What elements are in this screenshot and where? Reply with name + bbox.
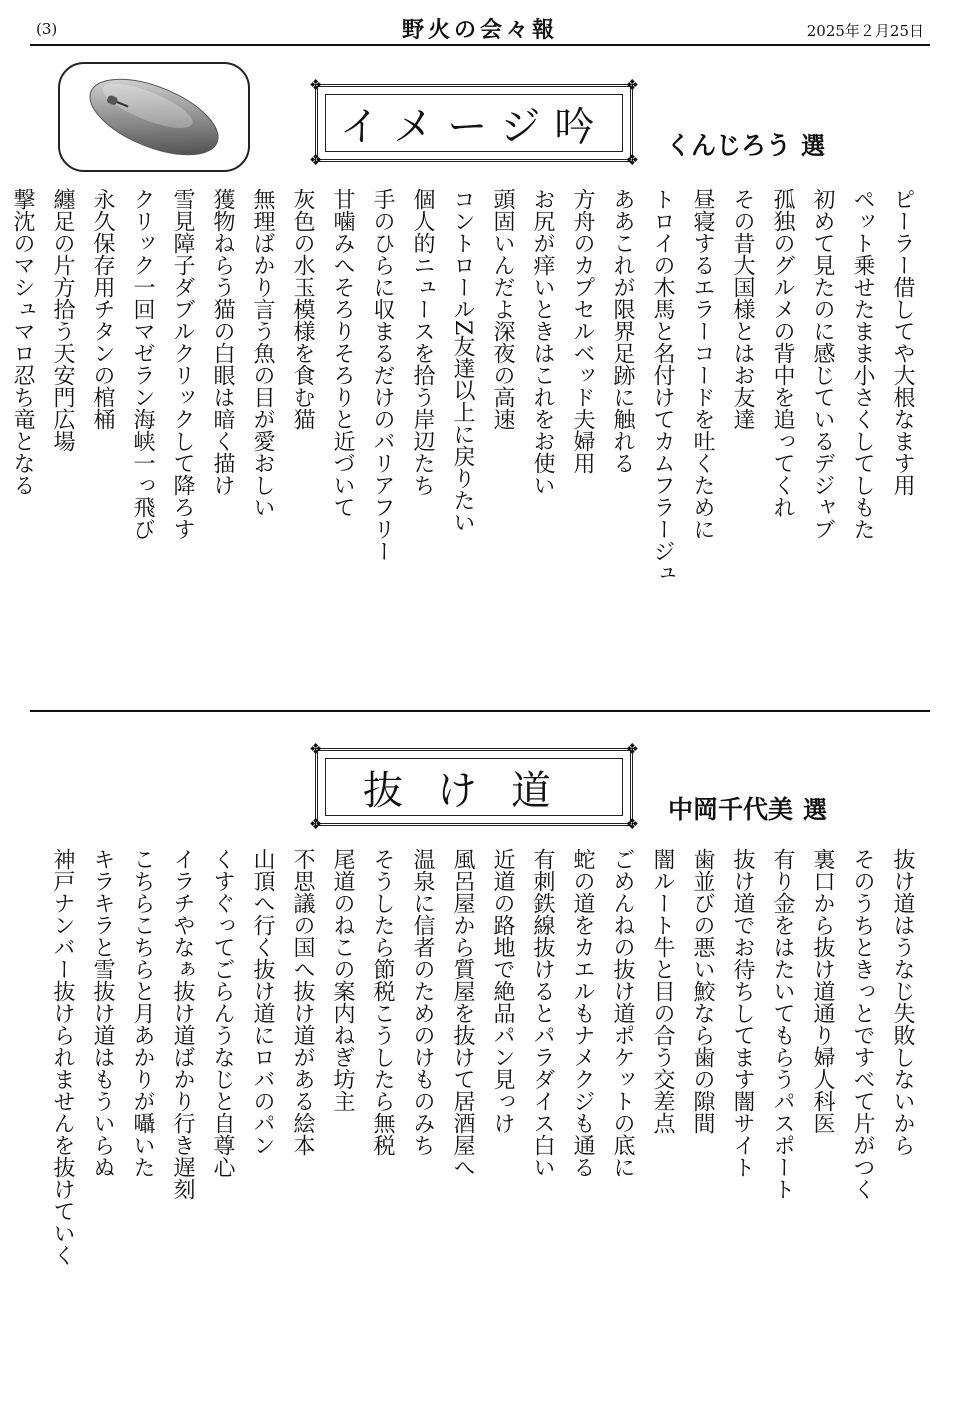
poem-text: 抜け道でお待ちしてます闇サイト [730,848,755,1178]
poem-text: お尻が痒いときはこれをお使い [530,188,555,496]
poem-entry [642,848,682,1368]
poem-entry [322,848,362,1368]
poem-text: 闇ルート牛と目の合う交差点 [650,848,675,1134]
poem-text: 手のひらに収まるだけのバリアフリー [370,188,395,562]
poem-entry [202,848,242,1368]
poem-text: 山頂へ行く抜け道にロバのパン [250,848,275,1156]
poem-text: 歯並びの悪い鮫なら歯の隙間 [690,848,715,1134]
page-header [0,0,960,46]
poem-entry [82,188,122,700]
section-title-frame [309,76,639,169]
poem-text: キラキラと雪抜け道はもういらぬ [90,848,115,1178]
ornament-icon: ❖ [309,740,323,758]
section-divider [30,710,930,712]
poem-entry [362,188,402,700]
poem-entry [402,848,442,1368]
poem-entry [682,188,722,700]
ornament-icon: ❖ [309,815,323,833]
poem-entry [402,188,442,700]
computer-mouse-icon [60,64,248,170]
poem-text: 灰色の水玉模様を食む猫 [290,188,315,430]
newsletter-name: 野火の会々報 [401,17,558,43]
section-title: 抜け道 [363,767,585,814]
poem-text: 風呂屋から質屋を抜けて居酒屋へ [450,848,475,1178]
poem-text: クリック一回マゼラン海峡一っ飛び [130,188,155,540]
poem-entry [322,188,362,700]
poem-text: 近道の路地で絶品パン見っけ [490,848,515,1134]
poem-entry [882,848,922,1368]
poem-entry [442,848,482,1368]
poem-text: 不思議の国へ抜け道がある絵本 [290,848,315,1156]
ornament-icon: ❖ [625,815,639,833]
selector-credit [666,126,825,162]
poem-text: コントロールZ友達以上に戻りたい [450,188,475,534]
poem-entry [2,188,42,700]
poem-text: 有刺鉄線抜けるとパラダイス白い [530,848,555,1178]
ornament-icon: ❖ [309,76,323,94]
poem-list [0,188,922,700]
poem-entry [122,188,162,700]
poem-entry [562,188,602,700]
poem-text: 有り金をはたいてもらうパスポート [770,848,795,1200]
poem-entry [362,848,402,1368]
poem-text: 初めて見たのに感じているデジャブ [810,188,835,540]
poem-text: 方舟のカプセルベッド夫婦用 [570,188,595,474]
section-title: イメージ吟 [339,103,609,150]
poem-text: 獲物ねらう猫の白眼は暗く描け [210,188,235,496]
selector-suffix: 選 [801,131,826,160]
poem-entry [42,848,82,1368]
poem-entry [762,848,802,1368]
selector-credit [668,790,827,826]
poem-entry [162,188,202,700]
poem-text: ああこれが限界足跡に触れる [610,188,635,474]
poem-text: 裏口から抜け道通り婦人科医 [810,848,835,1134]
poem-entry [842,188,882,700]
poem-entry [42,188,82,700]
poem-entry [482,848,522,1368]
poem-text: 抜け道はうなじ失敗しないから [890,848,915,1156]
poem-text: 撃沈のマシュマロ忍ち竜となる [10,188,35,496]
poem-entry [522,848,562,1368]
ornament-icon: ❖ [309,151,323,169]
ornament-icon: ❖ [625,151,639,169]
poem-text: 神戸ナンバー抜けられませんを抜けていく [50,848,75,1266]
poem-entry [202,188,242,700]
poem-entry [722,188,762,700]
poem-text: 永久保存用チタンの棺桶 [90,188,115,430]
poem-entry [602,188,642,700]
poem-text: 温泉に信者のためのけものみち [410,848,435,1156]
poem-entry [282,188,322,700]
poem-entry [442,188,482,700]
poem-entry [162,848,202,1368]
poem-entry [722,848,762,1368]
poem-entry [762,188,802,700]
poem-text: トロイの木馬と名付けてカムフラージュ [650,188,675,584]
poem-text: 雪見障子ダブルクリックして降ろす [170,188,195,540]
poem-entry [882,188,922,700]
poem-text: 蛇の道をカエルもナメクジも通る [570,848,595,1178]
poem-entry [602,848,642,1368]
page-number: (3) [36,20,58,38]
poem-text: 甘噛みへそろりそろりと近づいて [330,188,355,518]
computer-mouse-image [58,62,250,172]
poem-entry [242,848,282,1368]
header-divider [30,44,930,46]
poem-text: そうしたら節税こうしたら無税 [370,848,395,1156]
selector-name: くんじろう [666,131,792,160]
poem-text: 纏足の片方拾う天安門広場 [50,188,75,452]
selector-name: 中岡千代美 [668,795,794,824]
poem-entry [682,848,722,1368]
poem-entry [642,188,682,700]
poem-text: 個人的ニュースを拾う岸辺たち [410,188,435,496]
poem-text: その昔大国様とはお友達 [730,188,755,430]
poem-text: 頭固いんだよ深夜の高速 [490,188,515,430]
issue-date: 2025年２月25日 [806,22,924,40]
poem-entry [82,848,122,1368]
ornament-icon: ❖ [625,76,639,94]
poem-text: ペット乗せたまま小さくしてしもた [850,188,875,540]
poem-entry [522,188,562,700]
poem-entry [802,188,842,700]
poem-text: こちらこちらと月あかりが囁いた [130,848,155,1178]
poem-text: 無理ばかり言う魚の目が愛おしい [250,188,275,518]
poem-text: イラチやなぁ抜け道ばかり行き遅刻 [170,848,195,1200]
poem-entry [242,188,282,700]
ornament-icon: ❖ [625,740,639,758]
poem-text: 尾道のねこの案内ねぎ坊主 [330,848,355,1112]
poem-entry [482,188,522,700]
selector-suffix: 選 [803,795,828,824]
poem-entry [282,848,322,1368]
poem-text: ごめんねの抜け道ポケットの底に [610,848,635,1178]
poem-text: ピーラー借してや大根なます用 [890,188,915,496]
poem-entry [562,848,602,1368]
poem-text: 昼寝するエラーコードを吐くために [690,188,715,540]
poem-text: くすぐってごらんうなじと自尊心 [210,848,235,1178]
poem-entry [122,848,162,1368]
poem-entry [802,848,842,1368]
poem-list [42,848,922,1368]
poem-text: 孤独のグルメの背中を追ってくれ [770,188,795,518]
section-title-frame [309,740,639,833]
poem-entry [842,848,882,1368]
poem-text: そのうちときっとですべて片がつく [850,848,875,1200]
